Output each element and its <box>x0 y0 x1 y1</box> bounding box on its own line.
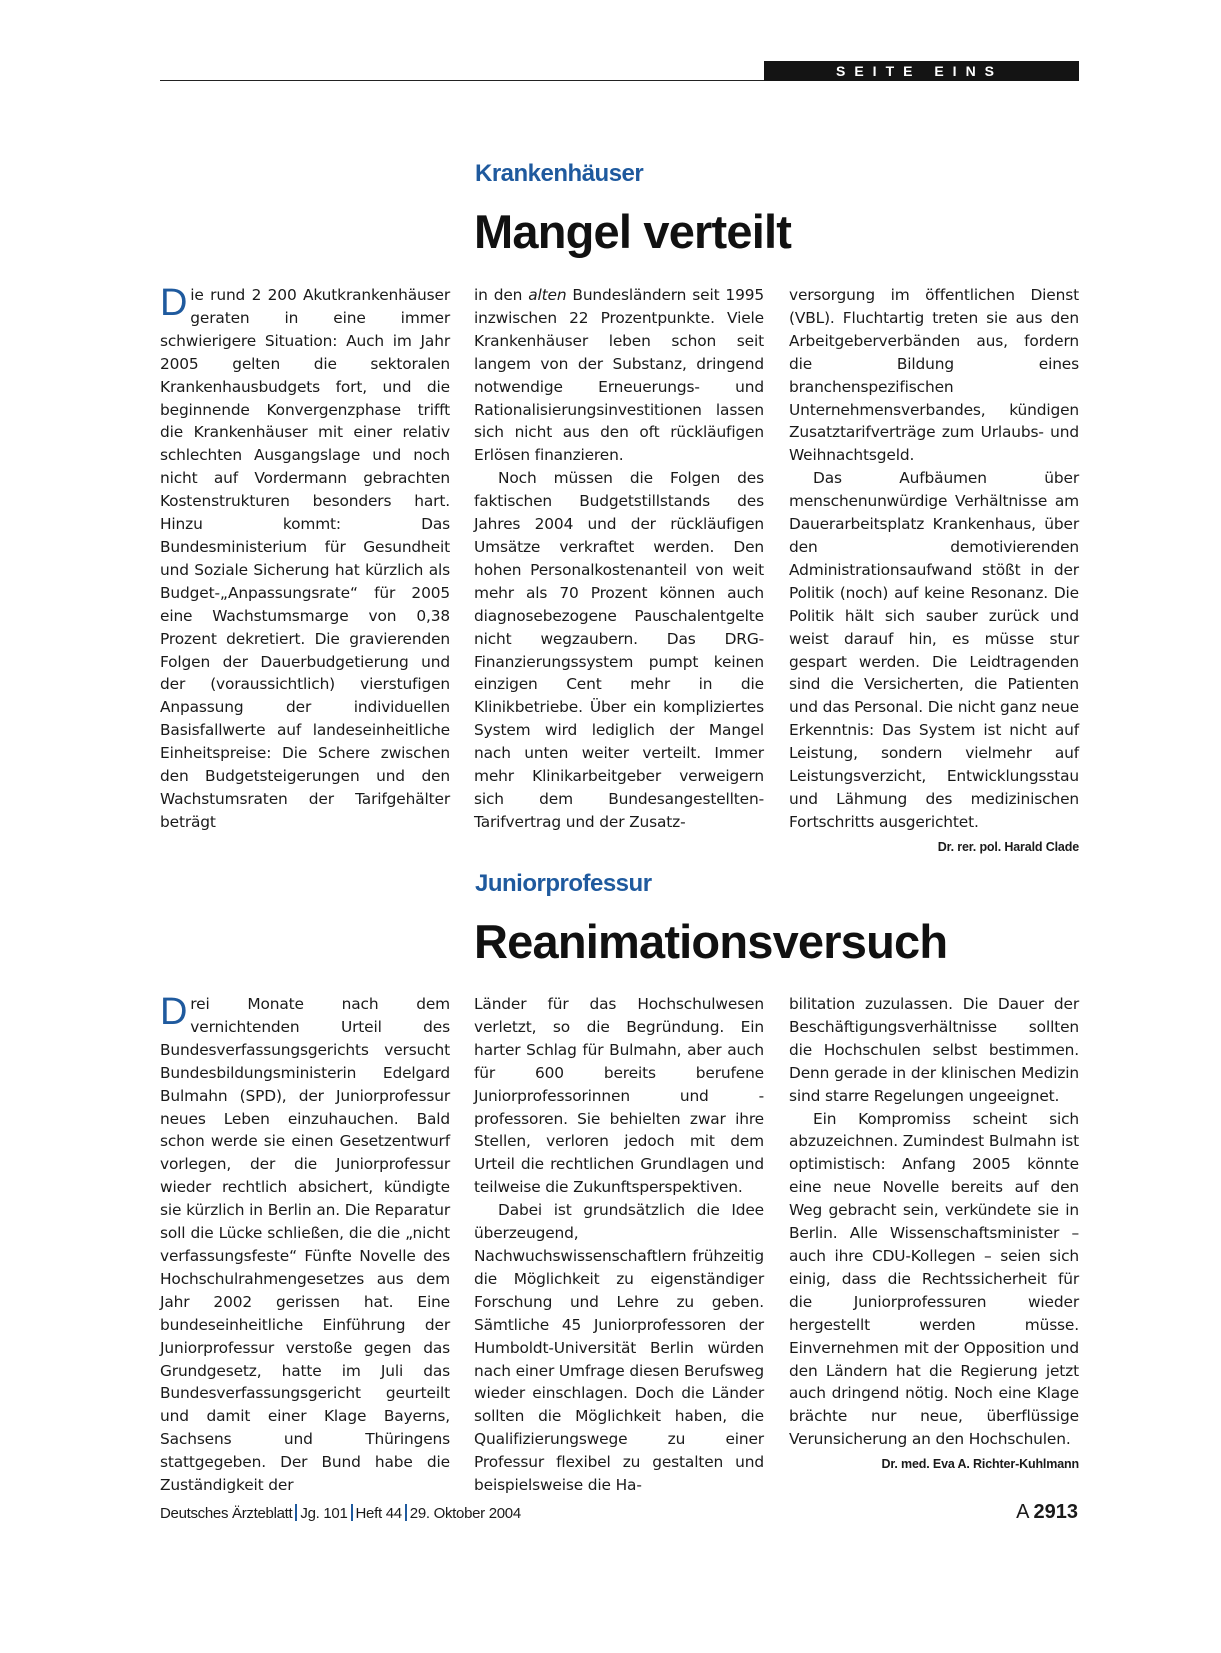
article2-dropcap: D <box>160 991 188 1033</box>
article1-headline: Mangel verteilt <box>474 205 792 258</box>
article2-paragraph <box>160 993 450 1497</box>
article1-paragraph: Noch müssen die Folgen des faktischen Budgetstillstands des Jahres 2004 und der rückläufigen Umsätze verkraftet werden. Den hohen Personalkostenanteil von weit mehr als 70 Prozent können auch diagnosebezogene Pauschalentgelte nicht wegzaubern. Das DRG-Finanzierungssystem pumpt keinen einzigen Cent mehr in die Klinikbetriebe. Über ein kompliziertes System wird lediglich der Mangel nach unten weiter verteilt. Immer mehr Klinikarbeitgeber verweigern sich dem Bundesangestellten-Tarifvertrag und der Zusatz- <box>474 469 764 831</box>
article2-column-2 <box>474 993 764 1497</box>
article1-text: in den <box>474 286 529 304</box>
article1-dropcap: D <box>160 282 188 324</box>
article2-author: Dr. med. Eva A. Richter-Kuhlmann <box>881 1457 1079 1472</box>
page-footer <box>160 1501 1078 1529</box>
article2-paragraph: Länder für das Hochschulwesen verletzt, so die Begründung. Ein harter Schlag für Bulmahn, aber auch für 600 bereits berufene Juniorprofessorinnen und -professoren. Sie behielten zwar ihre Stellen, verloren jedoch mit dem Urteil die rechtlichen Grundlagen und teilweise die Zukunftsperspektiven. <box>474 995 764 1197</box>
article2-paragraph: Dabei ist grundsätzlich die Idee überzeugend, Nachwuchswissenschaftlern frühzeitig die Möglichkeit zu eigenständiger Forschung und Lehre zu geben. Sämtliche 45 Juniorprofessoren der Humboldt-Universität Berlin würden nach einer Umfrage diesen Berufsweg wieder einschlagen. Doch die Länder sollten die Möglichkeit haben, die Qualifizierungswege zu einer Professur flexibel zu gestalten und beispielsweise die Ha- <box>474 1201 764 1495</box>
section-label: SEITE EINS <box>764 61 1079 81</box>
article2-headline: Reanimationsversuch <box>474 915 948 968</box>
article2-text: rei Monate nach dem vernichtenden Urteil des Bundesverfassungsgerichts versucht Bundesbildungsministerin Edelgard Bulmahn (SPD), der Juniorprofessur neues Leben einzuhauchen. Bald schon werde sie einen Gesetzentwurf vorlegen, der die Juniorprofessur wieder rechtlich absichert, kündigte sie kürzlich in Berlin an. Die Reparatur soll die Lücke schließen, die die „nicht verfassungsfeste“ Fünfte Novelle des Hochschulrahmengesetzes aus dem Jahr 2002 gerissen hat. Eine bundeseinheitliche Einführung der Juniorprofessur verstoße gegen das Grundgesetz, hatte im Juli das Bundesverfassungsgericht geurteilt und damit einer Klage Bayerns, Sachsens und Thüringens stattgegeben. Der Bund habe die Zuständigkeit der <box>160 995 450 1495</box>
article1-italic: alten <box>528 286 567 304</box>
article1-column-3 <box>789 284 1079 859</box>
article1-kicker: Krankenhäuser <box>475 160 644 187</box>
page-prefix: A <box>1016 1501 1030 1523</box>
footer-citation <box>160 1504 521 1522</box>
article1-column-1 <box>160 284 450 834</box>
page-number <box>1016 1501 1078 1524</box>
article1-text: Bundesländern seit 1995 inzwischen 22 Prozentpunkte. Viele Krankenhäuser leben schon seit langem von der Substanz, dringend notwendige Erneuerungs- und Rationalisierungsinvestitionen lassen sich nicht aus den oft rückläufigen Erlösen finanzieren. <box>474 286 764 465</box>
journal-volume: Jg. 101 <box>300 1505 348 1522</box>
article1-column-2 <box>474 284 764 834</box>
article1-paragraph: versorgung im öffentlichen Dienst (VBL). Fluchtartig treten sie aus den Arbeitgeberverbänden aus, fordern die Bildung eines branchenspezifischen Unternehmensverbandes, kündigen Zusatztarifverträge zum Urlaubs- und Weihnachtsgeld. <box>789 286 1079 465</box>
page-number-value: 2913 <box>1033 1501 1078 1523</box>
article1-text: ie rund 2 200 Akutkrankenhäuser geraten in eine immer schwierigere Situation: Auch im Jahr 2005 gelten die sektoralen Krankenhausbudgets fort, und die beginnende Konvergenzphase trifft die Krankenhäuser mit einer relativ schlechten Ausgangslage und noch nicht auf Vordermann gebrachten Kostenstrukturen besonders hart. Hinzu kommt: Das Bundesministerium für Gesundheit und Soziale Sicherung hat kürzlich als Budget-„Anpassungsrate“ für 2005 eine Wachstumsmarge von 0,38 Prozent dekretiert. Die gravierenden Folgen der Dauerbudgetierung und der (voraussichtlich) vierstufigen Anpassung der individuellen Basisfallwerte auf landeseinheitliche Einheitspreise: Die Schere zwischen den Budgetsteigerungen und den Wachstumsraten der Tarifgehälter beträgt <box>160 286 450 831</box>
article1-text: Das Aufbäumen über menschenunwürdige Verhältnisse am Dauerarbeitsplatz Krankenhaus, über den demotivierenden Administrationsaufwand stößt in der Politik (noch) auf keine Resonanz. Die Politik hält sich sauber zurück und weist darauf hin, es müsse stur gespart werden. Die Leidtragenden sind die Versicherten, die Patienten und das Personal. Die nicht ganz neue Erkenntnis: Das System ist nicht auf Leistung, sondern vielmehr auf Leistungsverzicht, Entwicklungsstau und Lähmung des medizinischen Fortschritts ausgerichtet. <box>789 469 1079 831</box>
article2-paragraph: bilitation zuzulassen. Die Dauer der Beschäftigungsverhältnisse sollten die Hochschulen selbst bestimmen. Denn gerade in der klinischen Medizin sind starre Regelungen ungeeignet. <box>789 995 1079 1105</box>
separator <box>405 1504 407 1521</box>
article2-kicker: Juniorprofessur <box>475 870 652 897</box>
separator <box>351 1504 353 1521</box>
article1-author: Dr. rer. pol. Harald Clade <box>937 839 1079 854</box>
journal-issue: Heft 44 <box>355 1505 402 1522</box>
article1-paragraph <box>474 284 764 467</box>
article2-text: Ein Kompromiss scheint sich abzuzeichnen. Zumindest Bulmahn ist optimistisch: Anfang 2005 könnte eine neue Novelle bereits auf den Weg gebracht sein, verkündete sie in Berlin. Alle Wissenschaftsminister – auch ihre CDU-Kollegen – seien sich einig, dass die Rechtssicherheit für die Juniorprofessuren wieder hergestellt werden müsse. Einvernehmen mit der Opposition und den Ländern hat die Regierung jetzt auch dringend nötig. Noch eine Klage brächte nur neue, überflüssige Verunsicherung an den Hochschulen. <box>789 1109 1079 1449</box>
journal-date: 29. Oktober 2004 <box>409 1505 521 1522</box>
separator <box>295 1504 297 1521</box>
article1-paragraph <box>160 284 450 834</box>
article1-paragraph <box>789 467 1079 854</box>
article2-paragraph <box>789 1108 1079 1472</box>
article2-column-3 <box>789 993 1079 1476</box>
journal-name: Deutsches Ärzteblatt <box>160 1505 293 1522</box>
article2-column-1 <box>160 993 450 1497</box>
